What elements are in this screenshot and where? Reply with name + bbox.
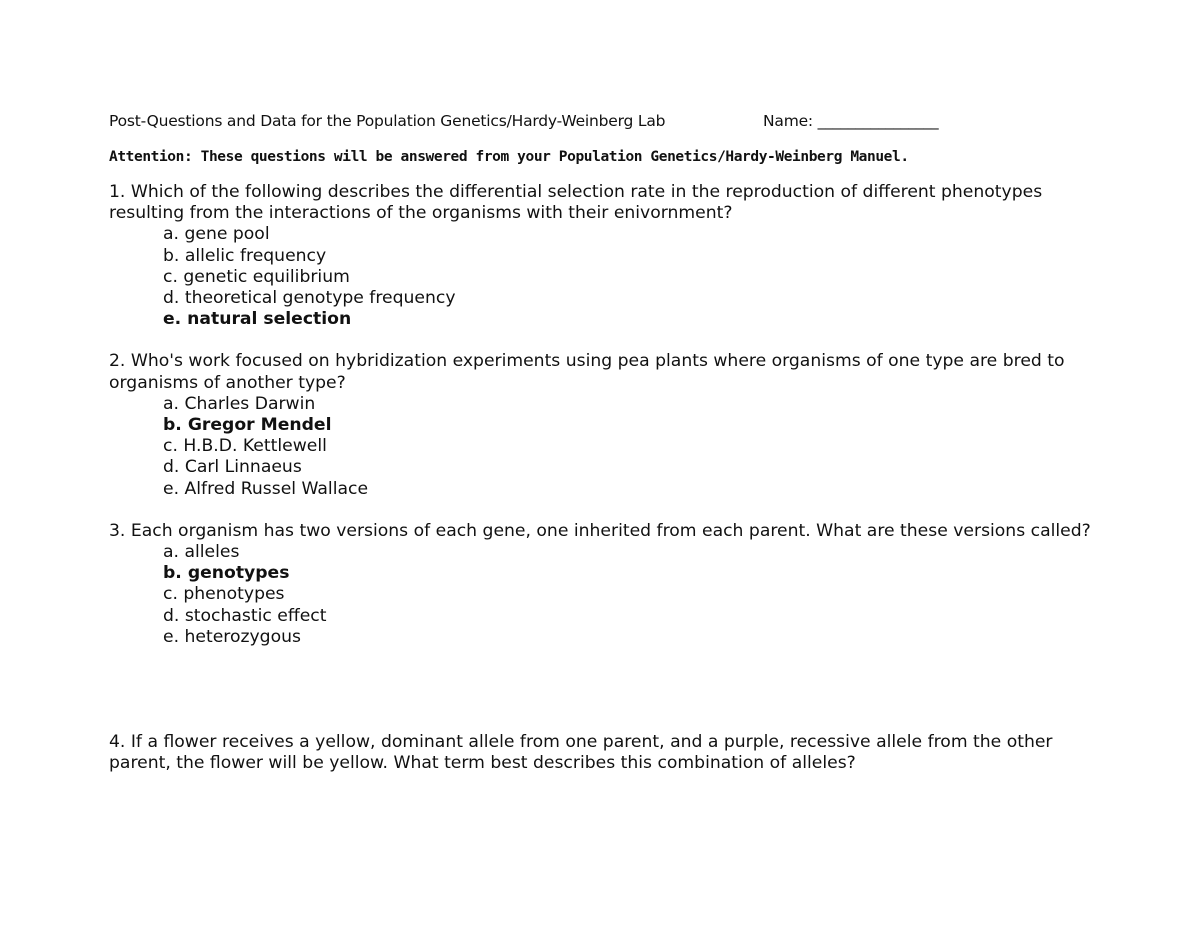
question-3 (109, 521, 1109, 648)
option-a: a. gene pool (163, 224, 270, 245)
question-4 (109, 732, 1109, 774)
name-field-label: Name: ________________ (763, 112, 939, 130)
option-c: c. genetic equilibrium (163, 266, 350, 287)
question-text: 2. Who's work focused on hybridization experiments using pea plants where organisms of one type are bred to organisms of another type? (109, 351, 1065, 393)
option-d: d. stochastic effect (163, 605, 327, 626)
option-b-answer: b. genotypes (163, 563, 290, 584)
document-page (109, 112, 1109, 774)
document-title: Post-Questions and Data for the Population Genetics/Hardy-Weinberg Lab (109, 112, 666, 130)
answer-options (109, 224, 1109, 330)
question-1 (109, 182, 1109, 330)
option-e: e. heterozygous (163, 626, 301, 647)
document-header (109, 112, 1109, 134)
option-e: e. Alfred Russel Wallace (163, 478, 369, 499)
question-2 (109, 351, 1109, 499)
answer-options (109, 542, 1109, 648)
option-d: d. theoretical genotype frequency (163, 288, 456, 309)
option-d: d. Carl Linnaeus (163, 457, 302, 478)
option-a: a. alleles (163, 542, 240, 563)
option-b-answer: b. Gregor Mendel (163, 415, 332, 436)
option-b: b. allelic frequency (163, 245, 327, 266)
option-e-answer: e. natural selection (163, 309, 352, 330)
answer-options (109, 394, 1109, 500)
attention-note: Attention: These questions will be answered from your Population Genetics/Hardy-Weinberg Manuel. (109, 149, 909, 165)
question-text: 3. Each organism has two versions of each gene, one inherited from each parent. What are these versions called? (109, 520, 1091, 541)
question-text: 1. Which of the following describes the differential selection rate in the reproduction of different phenotypes resulting from the interactions of the organisms with their enivornment? (109, 182, 1043, 224)
option-c: c. H.B.D. Kettlewell (163, 436, 327, 457)
option-a: a. Charles Darwin (163, 393, 316, 414)
option-c: c. phenotypes (163, 584, 285, 605)
question-text: 4. If a flower receives a yellow, dominant allele from one parent, and a purple, recessive allele from the other parent, the flower will be yellow. What term best describes this combination of alleles? (109, 732, 1053, 774)
